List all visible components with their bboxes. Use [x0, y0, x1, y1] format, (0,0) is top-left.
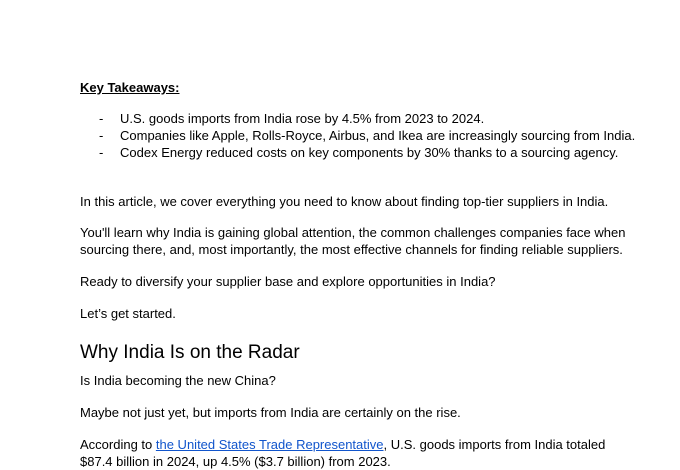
list-item	[80, 144, 640, 161]
intro-paragraph-line: You'll learn why India is gaining global attention, the common challenges companies face when	[80, 225, 626, 240]
bullet-dash: -	[99, 128, 104, 143]
list-item-text: U.S. goods imports from India rose by 4.5% from 2023 to 2024.	[120, 111, 485, 126]
list-item-text: Companies like Apple, Rolls-Royce, Airbus, and Ikea are increasingly sourcing from India.	[120, 128, 636, 143]
bullet-dash: -	[99, 111, 104, 126]
intro-paragraph: Let’s get started.	[80, 306, 176, 321]
section-heading: Why India Is on the Radar	[80, 342, 300, 363]
section-paragraph: Maybe not just yet, but imports from India are certainly on the rise.	[80, 405, 461, 420]
intro-paragraph: Ready to diversify your supplier base and explore opportunities in India?	[80, 274, 496, 289]
section-paragraph	[80, 436, 605, 453]
key-takeaways-heading: Key Takeaways:	[80, 80, 180, 95]
paragraph-text: According to	[80, 437, 156, 452]
list-item	[80, 110, 640, 127]
key-takeaways-list	[80, 110, 640, 161]
bullet-dash: -	[99, 145, 104, 160]
section-paragraph: Is India becoming the new China?	[80, 373, 276, 388]
intro-paragraph-line: sourcing there, and, most importantly, the most effective channels for finding reliable suppliers.	[80, 242, 623, 257]
list-item-text: Codex Energy reduced costs on key components by 30% thanks to a sourcing agency.	[120, 145, 619, 160]
ustr-link[interactable]: the United States Trade Representative	[155, 437, 384, 452]
section-paragraph-line: $87.4 billion in 2024, up 4.5% ($3.7 billion) from 2023.	[80, 454, 391, 469]
list-item	[80, 127, 640, 144]
intro-paragraph: In this article, we cover everything you need to know about finding top-tier suppliers in India.	[80, 194, 609, 209]
paragraph-text: , U.S. goods imports from India totaled	[383, 437, 606, 452]
